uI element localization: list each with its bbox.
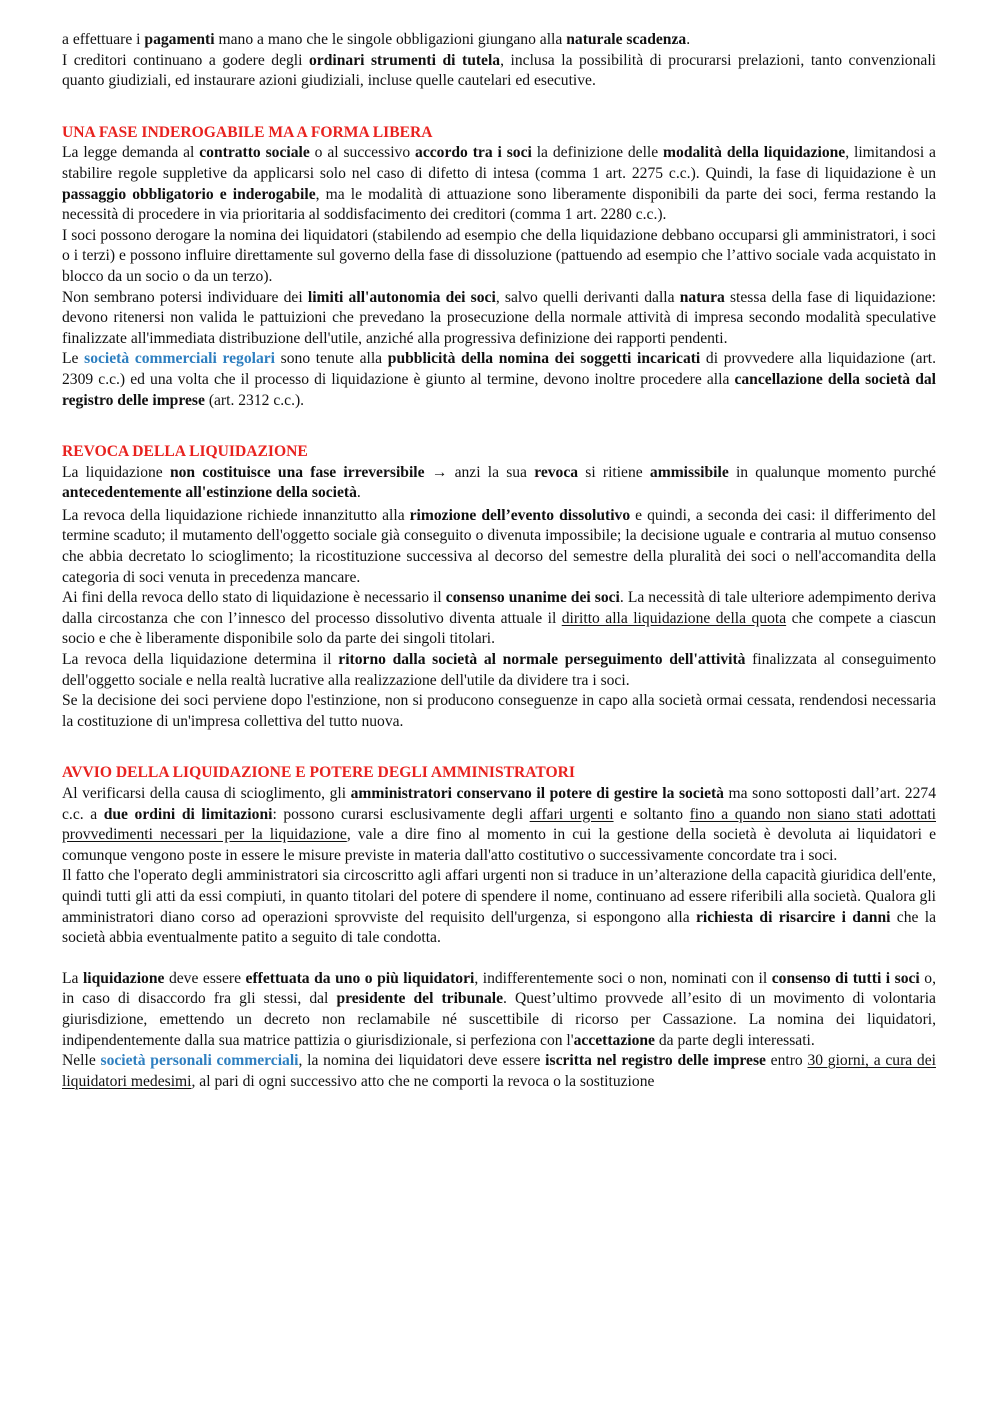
section3-paragraph-4: Nelle società personali commerciali, la nomina dei liquidatori deve essere iscritta nel registro delle imprese entro 30 giorni, a cura dei liquidatori medesimi, al pari di ogni successivo atto che ne comporti la revoca o la sostituzione xyxy=(62,1052,936,1090)
intro-paragraph-1: a effettuare i pagamenti mano a mano che le singole obbligazioni giungano alla naturale scadenza. xyxy=(62,31,691,48)
section1-paragraph-4: Le società commerciali regolari sono tenute alla pubblicità della nomina dei soggetti incaricati di provvedere alla liquidazione (art. 2309 c.c.) ed una volta che il processo di liquidazione è giunto al termine, devono inoltre procedere alla cancellazione della società dal registro delle imprese (art. 2312 c.c.). xyxy=(62,350,936,409)
document-page xyxy=(62,30,936,1092)
intro-paragraph-2: I creditori continuano a godere degli ordinari strumenti di tutela, inclusa la possibilità di procurarsi prelazioni, tanto convenzionali quanto giudiziali, ed instaurare azioni giudiziali, incluse quelle cautelari ed esecutive. xyxy=(62,51,936,90)
section-heading-fase-inderogabile: UNA FASE INDEROGABILE MA A FORMA LIBERA xyxy=(62,123,433,141)
section1-paragraph-2: I soci possono derogare la nomina dei liquidatori (stabilendo ad esempio che della liquidazione debbano occuparsi gli amministratori, i soci o i terzi) e possono influire direttamente sul governo della fase di dissoluzione (pattuendo ad esempio che l’attivo sociale vada acquistato in blocco da un socio o da un terzo). xyxy=(62,226,936,285)
section-heading-revoca: REVOCA DELLA LIQUIDAZIONE xyxy=(62,443,308,461)
section2-paragraph-5: Se la decisione dei soci perviene dopo l'estinzione, non si producono conseguenze in capo alla società ormai cessata, rendendosi necessaria la costituzione di un'impresa collettiva del tutto nuova. xyxy=(62,692,936,730)
section-heading-avvio-liquidazione: AVVIO DELLA LIQUIDAZIONE E POTERE DEGLI AMMINISTRATORI xyxy=(62,764,575,782)
section2-paragraph-1: La liquidazione non costituisce una fase irreversibile → anzi la sua revoca si ritiene ammissibile in qualunque momento purché antecedentemente all'estinzione della società. xyxy=(62,463,936,502)
section2-paragraph-4: La revoca della liquidazione determina il ritorno dalla società al normale perseguimento dell'attività finalizzata al conseguimento dell'oggetto sociale e nella realtà lucrative alla realizzazione dell'utile da dividere tra i soci. xyxy=(62,651,937,689)
section3-paragraph-3: La liquidazione deve essere effettuata da uno o più liquidatori, indifferentemente soci o non, nominati con il consenso di tutti i soci o, in caso di disaccordo fra gli stessi, dal presidente del tribunale. Quest’ultimo provvede all’esito di un movimento di volontaria giurisdizione, emettendo un decreto non reclamabile né suscettibile di ricorso per Cassazione. La nomina dei liquidatori, indipendentemente dalla sua matrice pattizia o giurisdizionale, si perfeziona con l'accettazione da parte degli interessati. xyxy=(62,969,936,1049)
section2-paragraph-2: La revoca della liquidazione richiede innanzitutto alla rimozione dell’evento dissolutivo e quindi, a seconda dei casi: il differimento del termine scaduto; il mutamento dell'oggetto sociale già conseguito o divenuta impossibile; la decisione uguale e contraria al mutuo consenso che abbia decretato lo scioglimento; la ricostituzione successiva al decorso del semestre della pluralità dei soci o nell'accomandita della categoria di soci venuta in precedenza mancare. xyxy=(62,506,936,586)
section1-paragraph-3: Non sembrano potersi individuare dei limiti all'autonomia dei soci, salvo quelli derivanti dalla natura stessa della fase di liquidazione: devono ritenersi non valida le pattuizioni che prevedano la prosecuzione della normale attività di impresa secondo modalità speculative finalizzate all'immediata distribuzione dell'utile, anziché alla progressiva definizione dei rapporti pendenti. xyxy=(62,288,937,347)
section3-paragraph-1: Al verificarsi della causa di scioglimento, gli amministratori conservano il potere di gestire la società ma sono sottoposti dall’art. 2274 c.c. a due ordini di limitazioni: possono curarsi esclusivamente degli affari urgenti e soltanto fino a quando non siano stati adottati provvedimenti necessari per la liquidazione, vale a dire fino al momento in cui la gestione della società è devoluta ai liquidatori e comunque vengono poste in essere le misure previste in materia dall'atto costitutivo o successivamente concordate tra i soci. xyxy=(62,785,937,864)
section3-paragraph-2: Il fatto che l'operato degli amministratori sia circoscritto agli affari urgenti non si traduce in un’alterazione della capacità giuridica dell'ente, quindi tutti gli atti da essi compiuti, in quanto titolari del potere di spendere il nome, continuano ad essere riferibili alla società. Qualora gli amministratori diano corso ad operazioni sprovviste del requisito dell'urgenza, si espongono alla richiesta di risarcire i danni che la società abbia eventualmente patito a seguito di tale condotta. xyxy=(62,867,936,947)
section2-paragraph-3: Ai fini della revoca dello stato di liquidazione è necessario il consenso unanime dei soci. La necessità di tale ulteriore adempimento deriva dalla circostanza che con l’innesco del processo dissolutivo diventa attuale il diritto alla liquidazione della quota che compete a ciascun socio e che è liberamente disponibile solo da parte dei singoli titolari. xyxy=(62,589,937,648)
section1-paragraph-1: La legge demanda al contratto sociale o al successivo accordo tra i soci la definizione delle modalità della liquidazione, limitandosi a stabilire regole suppletive da applicarsi solo nel caso di difetto di intesa (comma 1 art. 2275 c.c.). Quindi, la fase di liquidazione è un passaggio obbligatorio e inderogabile, ma le modalità di attuazione sono liberamente disponibili da parte dei soci, ferma restando la necessità di procedere in via prioritaria al soddisfacimento dei creditori (comma 1 art. 2280 c.c.). xyxy=(62,144,936,224)
